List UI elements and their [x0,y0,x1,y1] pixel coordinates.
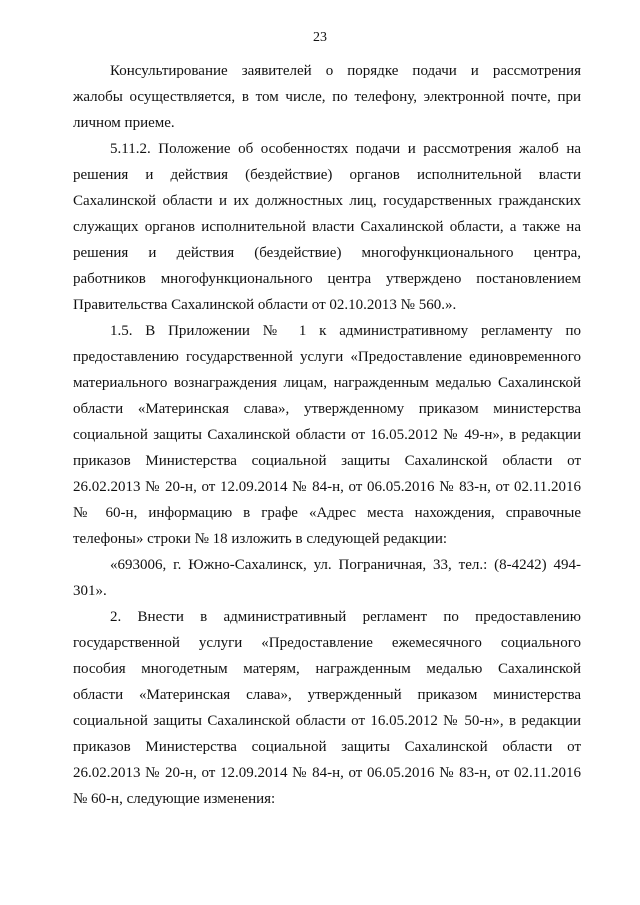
text-line: Правительства Сахалинской области от 02.10.2013 № 560.». [73,297,457,313]
text-line: жалобы осуществляется, в том числе, по телефону, электронной почте, при [73,89,581,105]
text-line: Консультирование заявителей о порядке подачи и рассмотрения [110,63,581,79]
text-line: области «Материнская слава», утвержденный приказом министерства [73,687,581,703]
text-line: Сахалинской области и их должностных лиц, государственных гражданских [73,193,581,209]
text-line: социальной защиты Сахалинской области от 16.05.2012 № 50-н», в редакции [73,713,581,729]
text-line: приказов Министерства социальной защиты Сахалинской области от [73,739,581,755]
text-line: работников многофункционального центра утверждено постановлением [73,271,581,287]
text-line: служащих органов исполнительной власти Сахалинской области, а также на [73,219,581,235]
text-line: материального вознаграждения лицам, награжденным медалью Сахалинской [73,375,581,391]
text-line: 2. Внести в административный регламент по предоставлению [110,609,581,625]
text-line: социальной защиты Сахалинской области от 16.05.2012 № 49-н», в редакции [73,427,581,443]
text-line: 1.5. В Приложении № 1 к административному регламенту по [110,323,581,339]
text-line: государственной услуги «Предоставление ежемесячного социального [73,635,581,651]
text-line: 26.02.2013 № 20-н, от 12.09.2014 № 84-н, от 06.05.2016 № 83-н, от 02.11.2016 [73,765,581,781]
text-line: № 60-н, информацию в графе «Адрес места нахождения, справочные [73,505,581,521]
text-line: пособия многодетным матерям, награжденным медалью Сахалинской [73,661,581,677]
text-line: решения и действия (бездействие) многофункционального центра, [73,245,581,261]
text-line: области «Материнская слава», утвержденному приказом министерства [73,401,581,417]
text-line: личном приеме. [73,115,175,131]
text-line: № 60-н, следующие изменения: [73,791,276,807]
text-line: 26.02.2013 № 20-н, от 12.09.2014 № 84-н, от 06.05.2016 № 83-н, от 02.11.2016 [73,479,581,495]
text-line: 301». [73,583,107,599]
text-line: предоставлению государственной услуги «Предоставление единовременного [73,349,581,365]
text-line: решения и действия (бездействие) органов исполнительной власти [73,167,581,183]
text-line: приказов Министерства социальной защиты Сахалинской области от [73,453,581,469]
page-number: 23 [313,30,327,45]
text-line: 5.11.2. Положение об особенностях подачи и рассмотрения жалоб на [110,141,581,157]
text-line: телефоны» строки № 18 изложить в следующей редакции: [73,531,448,547]
text-line: «693006, г. Южно-Сахалинск, ул. Пограничная, 33, тел.: (8-4242) 494- [110,557,581,573]
